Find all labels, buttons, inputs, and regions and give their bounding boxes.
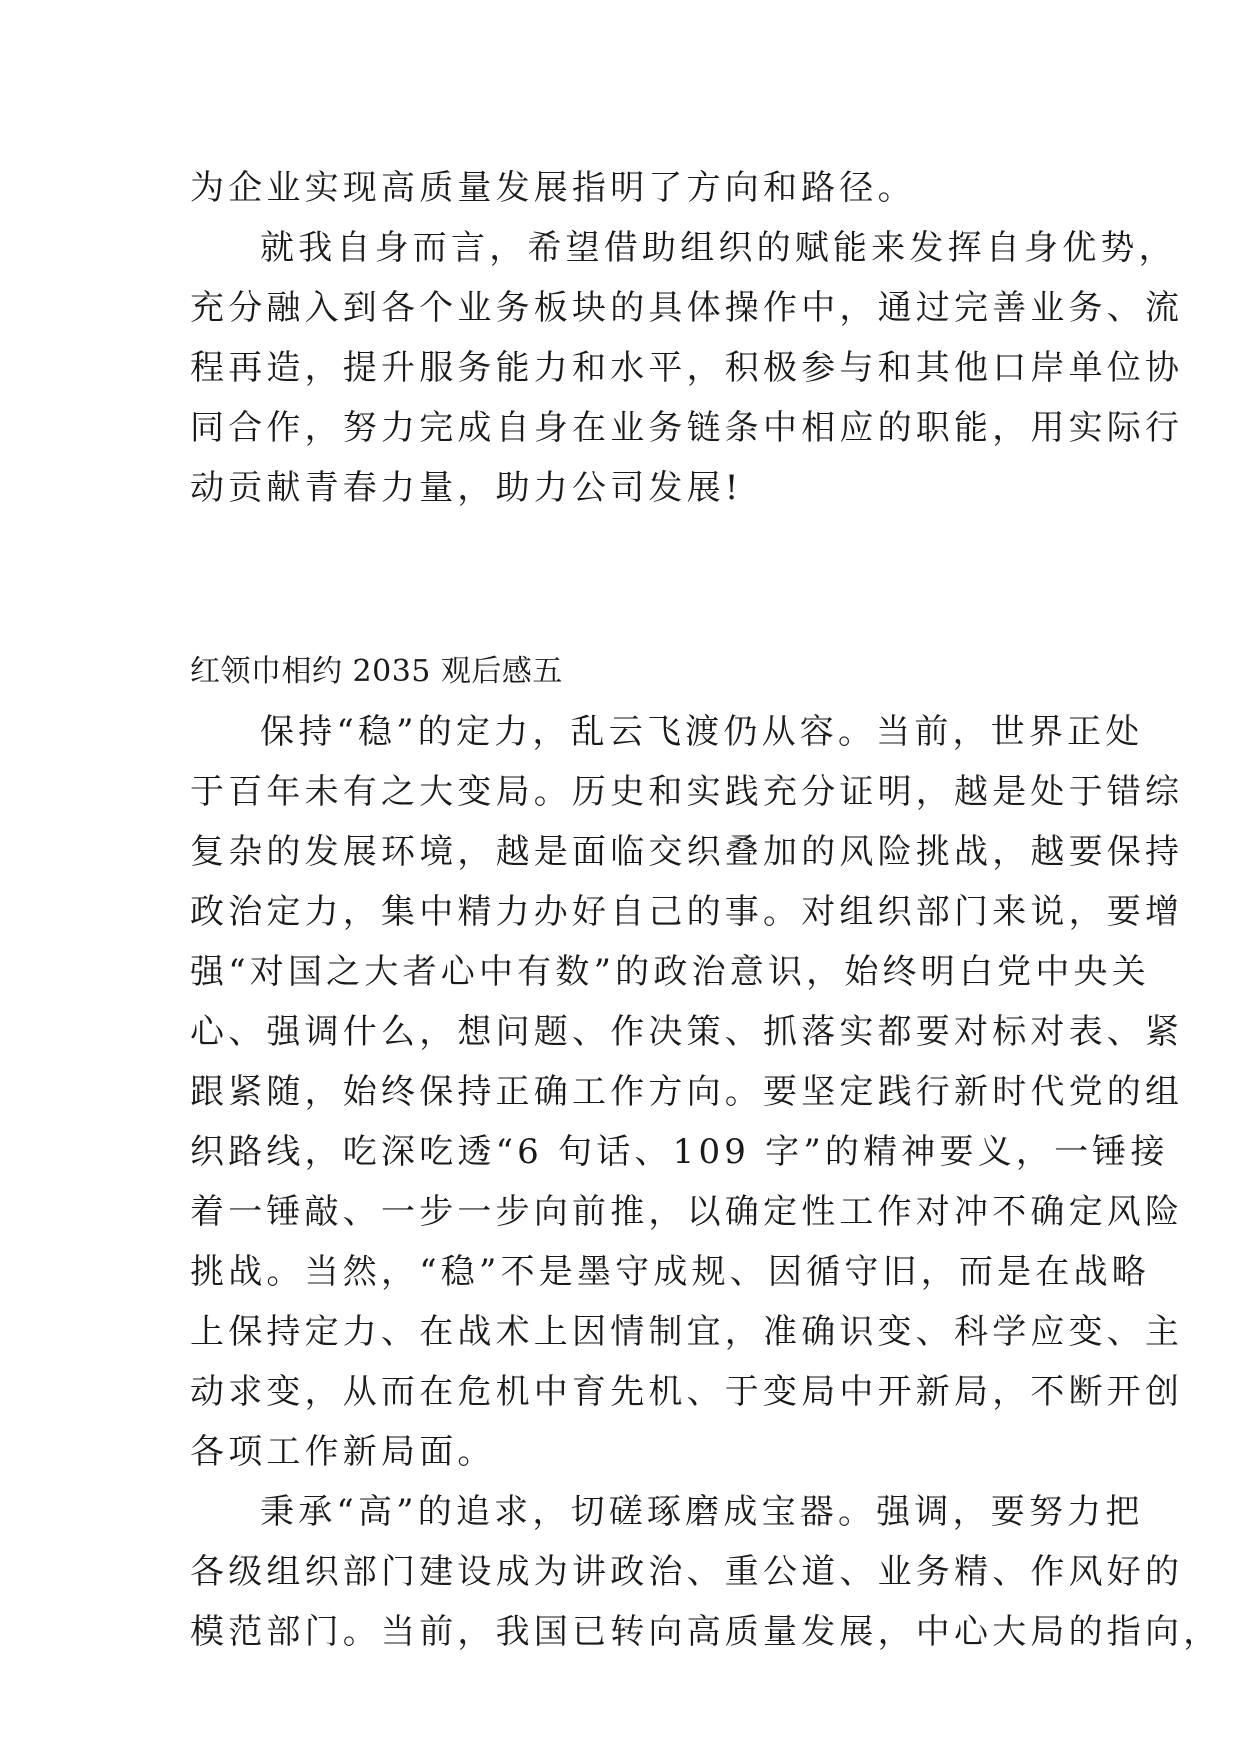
text-line: 上保持定力、在战术上因情制宜，准确识变、科学应变、主 <box>190 1312 1184 1352</box>
text-line: 各项工作新局面。 <box>190 1432 496 1472</box>
paragraph-high-standard <box>190 1482 1222 1662</box>
text-line: 政治定力，集中精力办好自己的事。对组织部门来说，要增 <box>190 892 1184 932</box>
text-line: 充分融入到各个业务板块的具体操作中，通过完善业务、流 <box>190 288 1184 328</box>
paragraph-stability <box>190 702 1184 1482</box>
text-line: 跟紧随，始终保持正确工作方向。要坚定践行新时代党的组 <box>190 1072 1184 1112</box>
text-line: 于百年未有之大变局。历史和实践充分证明，越是处于错综 <box>190 772 1184 812</box>
section-spacer <box>190 518 1070 642</box>
text-line: 挑战。当然，“稳”不是墨守成规、因循守旧，而是在战略 <box>190 1252 1150 1292</box>
text-line: 强“对国之大者心中有数”的政治意识，始终明白党中央关 <box>190 952 1150 992</box>
text-line: 同合作，努力完成自身在业务链条中相应的职能，用实际行 <box>190 408 1184 448</box>
text-line: 保持“稳”的定力，乱云飞渡仍从容。当前，世界正处 <box>260 712 1144 752</box>
text-line: 模范部门。当前，我国已转向高质量发展，中心大局的指向， <box>190 1612 1222 1652</box>
document-page <box>190 158 1222 1662</box>
text-line: 秉承“高”的追求，切磋琢磨成宝器。强调，要努力把 <box>260 1492 1144 1532</box>
section-title: 红领巾相约 2035 观后感五 <box>190 654 563 689</box>
paragraph-continuation <box>190 158 1070 218</box>
text-line: 织路线，吃深吃透“6 句话、109 字”的精神要义，一锤接 <box>190 1132 1169 1172</box>
text-line: 动贡献青春力量，助力公司发展! <box>190 468 743 508</box>
text-line: 为企业实现高质量发展指明了方向和路径。 <box>190 168 916 208</box>
paragraph-personal <box>190 218 1184 518</box>
text-line: 各级组织部门建设成为讲政治、重公道、业务精、作风好的 <box>190 1552 1184 1592</box>
text-line: 心、强调什么，想问题、作决策、抓落实都要对标对表、紧 <box>190 1012 1184 1052</box>
text-line: 复杂的发展环境，越是面临交织叠加的风险挑战，越要保持 <box>190 832 1184 872</box>
text-line: 就我自身而言，希望借助组织的赋能来发挥自身优势， <box>260 228 1177 268</box>
text-line: 着一锤敲、一步一步向前推，以确定性工作对冲不确定风险 <box>190 1192 1184 1232</box>
text-line: 动求变，从而在危机中育先机、于变局中开新局，不断开创 <box>190 1372 1184 1412</box>
text-line: 程再造，提升服务能力和水平，积极参与和其他口岸单位协 <box>190 348 1184 388</box>
